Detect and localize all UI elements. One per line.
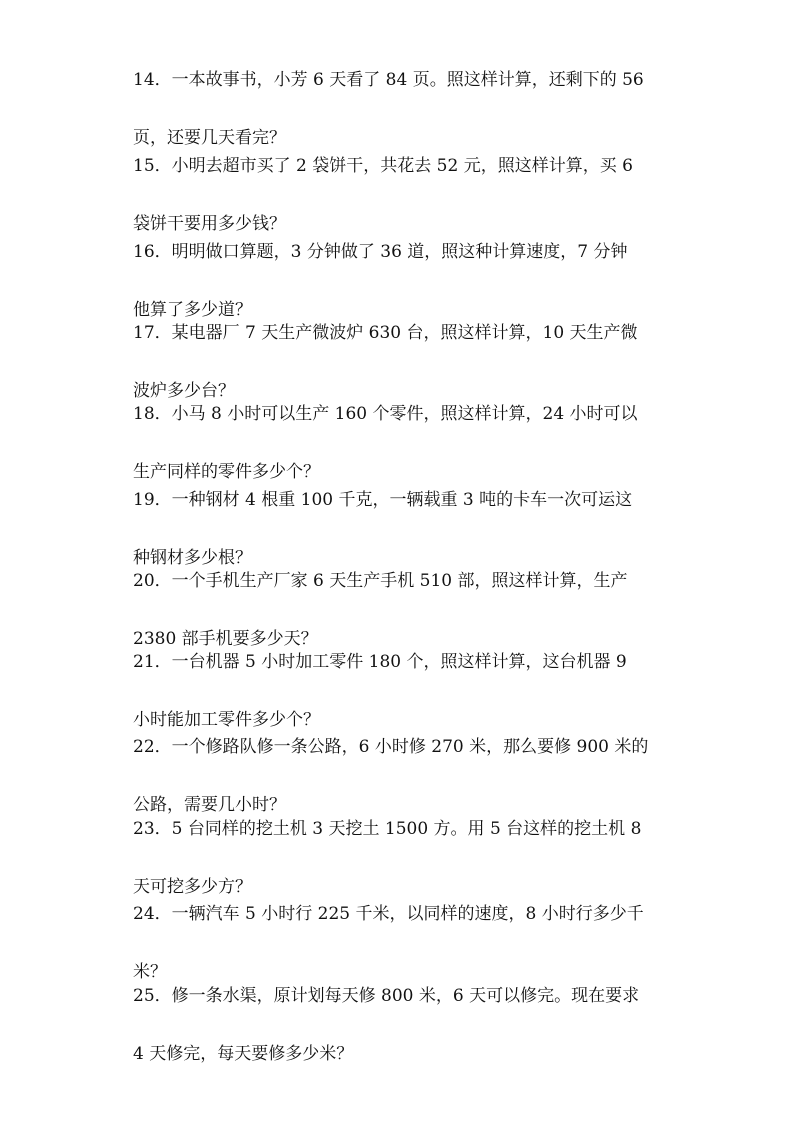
problem-text-line: 种钢材多少根？: [133, 548, 252, 568]
problem-text-line: 天可挖多少方？: [133, 877, 252, 897]
problem-text-line: 14．一本故事书，小芳 6 天看了 84 页。照这样计算，还剩下的 56: [133, 70, 644, 90]
problem-text-line: 生产同样的零件多少个？: [133, 462, 320, 482]
problem-text-line: 23．5 台同样的挖土机 3 天挖土 1500 方。用 5 台这样的挖土机 8: [133, 819, 642, 839]
problem-text-line: 16．明明做口算题，3 分钟做了 36 道，照这种计算速度，7 分钟: [133, 242, 628, 262]
problem-text-line: 24．一辆汽车 5 小时行 225 千米，以同样的速度，8 小时行多少千: [133, 904, 644, 924]
problem-text-line: 袋饼干要用多少钱？: [133, 214, 286, 234]
problem-text-line: 20．一个手机生产厂家 6 天生产手机 510 部，照这样计算，生产: [133, 571, 628, 591]
problem-text-line: 25．修一条水渠，原计划每天修 800 米，6 天可以修完。现在要求: [133, 986, 640, 1006]
problem-text-line: 他算了多少道？: [133, 300, 252, 320]
problem-text-line: 4 天修完，每天要修多少米？: [133, 1044, 354, 1064]
problem-text-line: 21．一台机器 5 小时加工零件 180 个，照这样计算，这台机器 9: [133, 652, 627, 672]
problem-text-line: 18．小马 8 小时可以生产 160 个零件，照这样计算，24 小时可以: [133, 404, 638, 424]
problem-text-line: 米？: [133, 962, 167, 982]
problem-text-line: 波炉多少台？: [133, 381, 235, 401]
problem-text-line: 15．小明去超市买了 2 袋饼干，共花去 52 元，照这样计算，买 6: [133, 156, 633, 176]
problem-text-line: 19．一种钢材 4 根重 100 千克，一辆载重 3 吨的卡车一次可运这: [133, 490, 633, 510]
problem-text-line: 22．一个修路队修一条公路，6 小时修 270 米，那么要修 900 米的: [133, 737, 649, 757]
problem-text-line: 公路，需要几小时？: [133, 795, 286, 815]
problem-text-line: 页，还要几天看完？: [133, 128, 286, 148]
problem-text-line: 小时能加工零件多少个？: [133, 710, 320, 730]
problem-text-line: 2380 部手机要多少天？: [133, 629, 318, 649]
problem-text-line: 17．某电器厂 7 天生产微波炉 630 台，照这样计算，10 天生产微: [133, 323, 638, 343]
